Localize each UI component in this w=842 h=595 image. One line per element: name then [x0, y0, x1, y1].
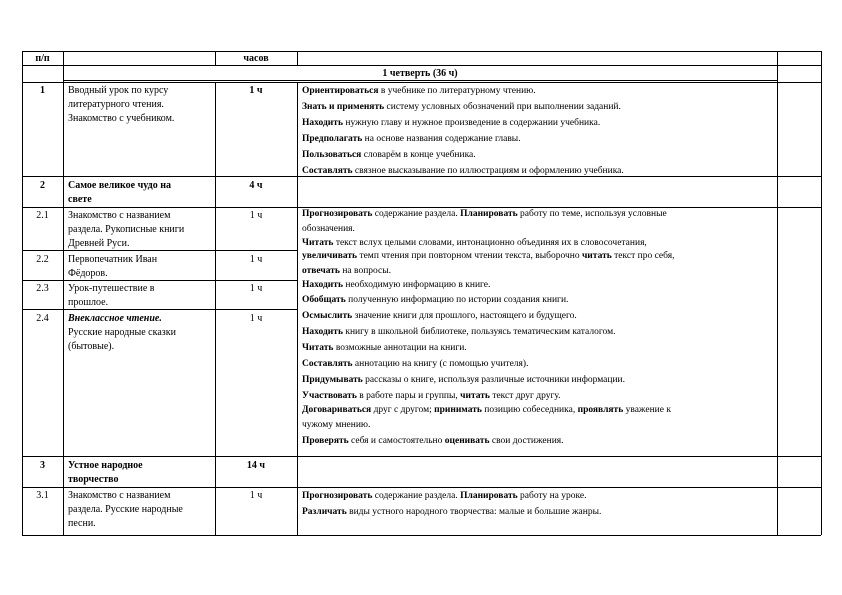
topic-line: прошлое.: [68, 297, 109, 308]
row-hours: 1 ч: [249, 283, 263, 294]
grid-line: [22, 51, 821, 52]
row-hours: 1 ч: [249, 490, 263, 501]
activity-line: Договариваться друг с другом; принимать позицию собеседника, проявлять уважение к: [302, 405, 671, 415]
row-hours: 1 ч: [249, 210, 263, 221]
topic-line: песни.: [68, 518, 96, 529]
row-topic: [68, 489, 183, 531]
activity-line: обозначения.: [302, 224, 355, 234]
row-topic: [68, 459, 143, 487]
topic-line: раздела. Русские народные: [68, 504, 183, 515]
topic-line: творчество: [68, 474, 119, 485]
grid-line: [63, 51, 64, 535]
topic-line: свете: [68, 194, 92, 205]
grid-line: [22, 65, 821, 66]
activity-line: Участвовать в работе пары и группы, читать текст друг другу.: [302, 391, 561, 401]
activity-line: Находить книгу в школьной библиотеке, пользуясь тематическим каталогом.: [302, 327, 616, 337]
row-topic: [68, 253, 157, 281]
row-hours: 14 ч: [246, 460, 266, 471]
topic-line: раздела. Рукописные книги: [68, 224, 185, 235]
row-number: 2.4: [36, 313, 49, 324]
row-number: 2.1: [36, 210, 49, 221]
activity-line: чужому мнению.: [302, 420, 371, 430]
topic-line: Фёдоров.: [68, 268, 108, 279]
activity-line: Придумывать рассказы о книге, используя различные источники информации.: [302, 375, 626, 385]
row-number: 1: [40, 85, 45, 96]
topic-line: (бытовые).: [68, 341, 115, 352]
grid-line: [297, 82, 298, 535]
activity-line: Знать и применять систему условных обозначений при выполнении заданий.: [302, 102, 621, 112]
row-number: 3: [40, 460, 45, 471]
header-hours: часов: [243, 53, 269, 64]
row-hours: 1 ч: [249, 313, 263, 324]
topic-line: Знакомство с учебником.: [68, 113, 175, 124]
row-hours: 1 ч: [249, 85, 263, 96]
section2-activities: [302, 208, 674, 449]
activity-line: Прогнозировать содержание раздела. Планировать работу по теме, используя условные: [302, 209, 667, 219]
row-number: 2.3: [36, 283, 49, 294]
activity-line: Прогнозировать содержание раздела. Планировать работу на уроке.: [302, 491, 587, 501]
activity-line: Проверять себя и самостоятельно оценивать свои достижения.: [302, 436, 564, 446]
row-number: 2.2: [36, 254, 49, 265]
grid-line: [297, 51, 298, 65]
activity-line: Читать текст вслух целыми словами, интонационно объединяя их в словосочетания,: [302, 238, 647, 248]
grid-line: [777, 51, 778, 535]
topic-line: Знакомство с названием: [68, 210, 171, 221]
row-topic: [68, 282, 154, 310]
activity-line: Различать виды устного народного творчества: малые и большие жанры.: [302, 507, 602, 517]
row-activities: [302, 488, 601, 520]
row-topic: [68, 312, 176, 354]
topic-line: Русские народные сказки: [68, 327, 176, 338]
activity-line: отвечать на вопросы.: [302, 266, 391, 276]
grid-line: [22, 535, 821, 536]
topic-line: литературного чтения.: [68, 99, 164, 110]
activity-line: Пользоваться словарём в конце учебника.: [302, 150, 476, 160]
grid-line: [821, 51, 822, 535]
grid-line: [22, 456, 821, 457]
activity-line: Находить нужную главу и нужное произведение в содержании учебника.: [302, 118, 601, 128]
activity-line: Ориентироваться в учебнике по литературному чтению.: [302, 86, 536, 96]
row-hours: 1 ч: [249, 254, 263, 265]
row-topic: [68, 179, 171, 207]
activity-line: Составлять аннотацию на книгу (с помощью учителя).: [302, 359, 529, 369]
quarter-label: 1 четверть (36 ч): [382, 68, 458, 79]
row-topic: [68, 209, 184, 251]
row-hours: 4 ч: [249, 180, 263, 191]
topic-line: Вводный урок по курсу: [68, 85, 169, 96]
header-num: п/п: [35, 53, 50, 64]
activity-line: Находить необходимую информацию в книге.: [302, 280, 491, 290]
row-topic: [68, 84, 174, 126]
row-number: 2: [40, 180, 45, 191]
topic-line: Древней Руси.: [68, 238, 130, 249]
topic-line: Урок-путешествие в: [68, 283, 155, 294]
activity-line: Осмыслить значение книги для прошлого, настоящего и будущего.: [302, 311, 577, 321]
row-number: 3.1: [36, 490, 49, 501]
activity-line: Обобщать полученную информацию по истории создания книги.: [302, 295, 569, 305]
activity-line: Предполагать на основе названия содержание главы.: [302, 134, 521, 144]
topic-line: Первопечатник Иван: [68, 254, 158, 265]
topic-italic-line: Внеклассное чтение.: [68, 313, 162, 324]
topic-line: Самое великое чудо на: [68, 180, 171, 191]
topic-line: Знакомство с названием: [68, 490, 171, 501]
activity-line: увеличивать темп чтения при повторном чтении текста, выборочно читать текст про себя,: [302, 251, 675, 261]
row-activities: [302, 83, 624, 179]
activity-line: Читать возможные аннотации на книги.: [302, 343, 467, 353]
topic-line: Устное народное: [68, 460, 143, 471]
activity-line: Составлять связное высказывание по иллюстрациям и оформлению учебника.: [302, 166, 624, 176]
